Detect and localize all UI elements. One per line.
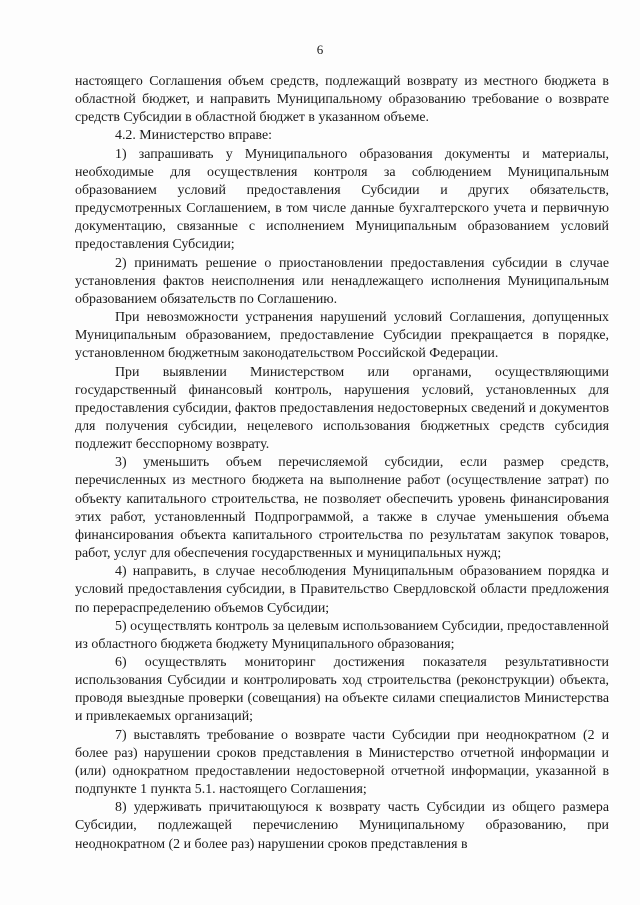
paragraph-item-8: 8) удерживать причитающуюся к возврату часть Субсидии из общего размера Субсидии, подлежащей перечислению Муниципальному образованию, при неоднократном (2 и более раз) нарушении сроков представления в: [75, 800, 609, 852]
paragraph-violation: При выявлении Министерством или органами, осуществляющими государственный финансовый контроль, нарушения условий, установленных для предоставления субсидии, фактов предоставления недостоверных сведений и документов для получения субсидии, нецелевого использования бюджетных средств субсидия подлежит бесспорному возврату.: [75, 364, 609, 453]
paragraph-impossibility: При невозможности устранения нарушений условий Соглашения, допущенных Муниципальным образованием, предоставление Субсидии прекращается в порядке, установленном бюджетным законодательством Российской Федерации.: [75, 310, 609, 362]
paragraph-item-5: 5) осуществлять контроль за целевым использованием Субсидии, предоставленной из областного бюджета бюджету Муниципального образования;: [75, 618, 609, 652]
page-number: 6: [316, 42, 324, 57]
paragraph-item-2: 2) принимать решение о приостановлении предоставления субсидии в случае установления фактов неисполнения или ненадлежащего исполнения Муниципальным образованием обязательств по Соглашению.: [75, 255, 609, 307]
paragraph-item-1: 1) запрашивать у Муниципального образования документы и материалы, необходимые для осуществления контроля за соблюдением Муниципальным образованием условий предоставления Субсидии и других обязательств, предусмотренных Соглашением, в том числе данные бухгалтерского учета и первичную документацию, связанные с исполнением Муниципальным образованием условий предоставления Субсидии;: [75, 146, 609, 253]
section-heading-4-2: 4.2. Министерство вправе:: [115, 128, 273, 144]
paragraph-item-3: 3) уменьшить объем перечисляемой субсидии, если размер средств, перечисленных из местного бюджета на выполнение работ (осуществление затрат) по объекту капитального строительства, не позволяет обеспечить уровень финансирования этих работ, установленный Подпрограммой, а также в случае уменьшения объема финансирования объекта капитального строительства по результатам закупок товаров, работ, услуг для обеспечения государственных и муниципальных нужд;: [75, 455, 609, 562]
paragraph-item-7: 7) выставлять требование о возврате части Субсидии при неоднократном (2 и более раз) нарушении сроков представления в Министерство отчетной информации и (или) однократном предоставлении недостоверной отчетной информации, указанной в подпункте 1 пункта 5.1. настоящего Соглашения;: [75, 727, 609, 798]
paragraph-item-6: 6) осуществлять мониторинг достижения показателя результативности использования Субсидии и контролировать ход строительства (реконструкции) объекта, проводя выездные проверки (совещания) на объекте силами специалистов Министерства и привлекаемых организаций;: [75, 655, 609, 725]
paragraph-item-4: 4) направить, в случае несоблюдения Муниципальным образованием порядка и условий предоставления субсидии, в Правительство Свердловской области предложения по перераспределению объемов Субсидии;: [75, 564, 609, 616]
document-body: [75, 73, 609, 854]
paragraph-continuation: настоящего Соглашения объем средств, подлежащий возврату из местного бюджета в областной бюджет, и направить Муниципальному образованию требование о возврате средств Субсидии в областной бюджет в указанном объеме.: [75, 74, 609, 126]
